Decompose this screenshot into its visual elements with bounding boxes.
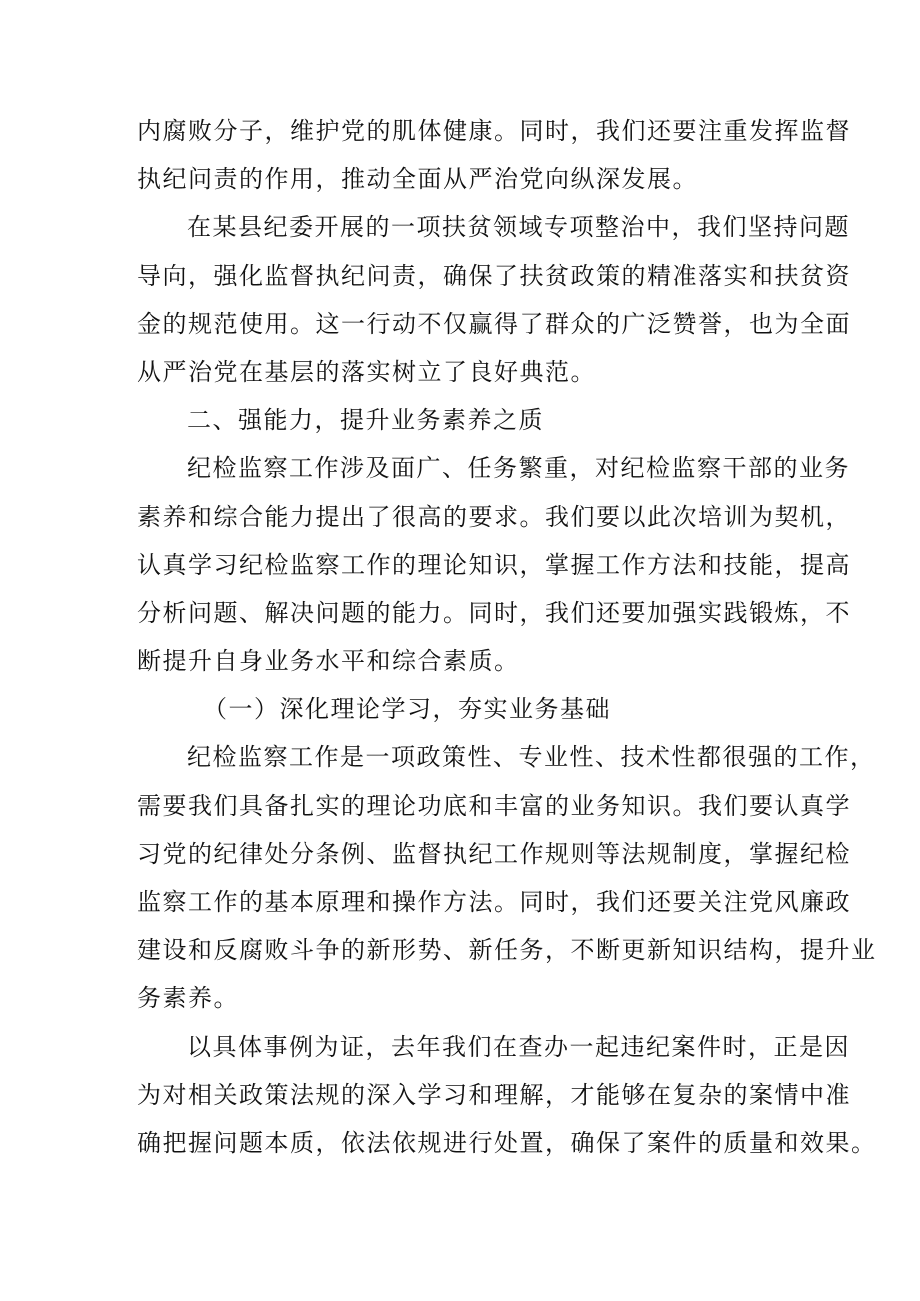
document-body bbox=[137, 107, 877, 1167]
paragraph-line: 以具体事例为证，去年我们在查办一起违纪案件时，正是因 bbox=[187, 1032, 850, 1061]
paragraph-line: 务素养。 bbox=[137, 984, 239, 1013]
paragraph-line: 为对相关政策法规的深入学习和理解，才能够在复杂的案情中准 bbox=[137, 1080, 851, 1109]
paragraph-line: 监察工作的基本原理和操作方法。同时，我们还要关注党风廉政 bbox=[137, 888, 851, 916]
paragraph-line: 断提升自身业务水平和综合素质。 bbox=[137, 647, 520, 676]
paragraph-line: 建设和反腐败斗争的新形势、新任务，不断更新知识结构，提升业 bbox=[137, 936, 877, 965]
subsection-heading: （一）深化理论学习，夯实业务基础 bbox=[203, 695, 611, 724]
paragraph-line: 分析问题、解决问题的能力。同时，我们还要加强实践锻炼，不 bbox=[137, 598, 851, 627]
paragraph-line: 内腐败分子，维护党的肌体健康。同时，我们还要注重发挥监督 bbox=[137, 117, 851, 145]
paragraph-line: 纪检监察工作涉及面广、任务繁重，对纪检监察干部的业务 bbox=[187, 454, 850, 483]
paragraph-line: 确把握问题本质，依法依规进行处置，确保了案件的质量和效果。 bbox=[137, 1128, 877, 1157]
paragraph-line: 纪检监察工作是一项政策性、专业性、技术性都很强的工作， bbox=[187, 743, 876, 772]
paragraph-line: 认真学习纪检监察工作的理论知识，掌握工作方法和技能，提高 bbox=[137, 550, 851, 579]
paragraph-line: 需要我们具备扎实的理论功底和丰富的业务知识。我们要认真学 bbox=[137, 791, 851, 820]
paragraph-line: 金的规范使用。这一行动不仅赢得了群众的广泛赞誉，也为全面 bbox=[137, 309, 851, 338]
paragraph-line: 导向，强化监督执纪问责，确保了扶贫政策的精准落实和扶贫资 bbox=[137, 261, 851, 290]
paragraph-line: 素养和综合能力提出了很高的要求。我们要以此次培训为契机， bbox=[137, 502, 851, 531]
paragraph-line: 习党的纪律处分条例、监督执纪工作规则等法规制度，掌握纪检 bbox=[137, 839, 851, 868]
paragraph-line: 执纪问责的作用，推动全面从严治党向纵深发展。 bbox=[137, 165, 698, 194]
section-heading: 二、强能力，提升业务素养之质 bbox=[187, 406, 544, 435]
paragraph-line: 在某县纪委开展的一项扶贫领域专项整治中，我们坚持问题 bbox=[187, 213, 850, 242]
paragraph-line: 从严治党在基层的落实树立了良好典范。 bbox=[137, 357, 596, 386]
